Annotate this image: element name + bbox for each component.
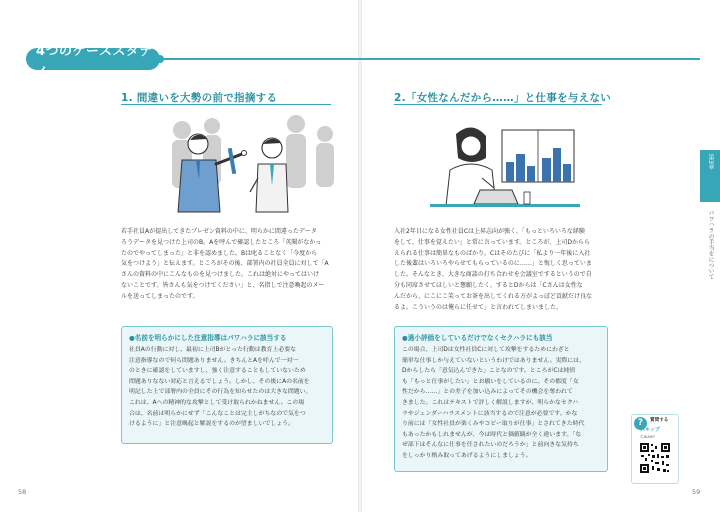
case2-heading-rule bbox=[394, 104, 602, 105]
page-gutter bbox=[358, 0, 362, 512]
case2-line: 分も同席させてほしいと懇願したく、するとDからは「Cさんは女性な bbox=[394, 281, 583, 289]
case2-paragraph bbox=[394, 227, 626, 313]
case2-note-title: ●過小評価をしているだけでなくセクハラにも該当 bbox=[402, 334, 553, 342]
qr-label-small: ©JKASP bbox=[640, 434, 655, 439]
case1-note-line: 問題ありなない対応と言えるでしょう。しかし、その後にAの名前を bbox=[129, 378, 310, 385]
case1-note-line: 注意指導なので何ら問題ありません。きちんとAを呼んで一対一 bbox=[129, 357, 299, 364]
case1-note-line: 明記した上で部署内の全員にその行為を知らせたのは大きな問題い。 bbox=[129, 389, 312, 396]
case2-note-line: きました。これはテキストで評しく解説しますが、明らかなセクハ bbox=[402, 399, 579, 406]
case2-note-line: Dからしたら「意気込んできた」ことなのです。ところがCは純情 bbox=[402, 368, 576, 375]
case1-line: ないことです。皆さんも気をつけてください」と、名指しで注意喚起のメー bbox=[121, 281, 325, 289]
case1-note-line: これは、Aへの精神的な攻撃として受け取られかねません。この場 bbox=[129, 399, 305, 406]
case2-note-line: もあったかもしれませんが、今は時代と価値観が全く違います。「な bbox=[402, 431, 582, 438]
case2-line: した。そんなとき、大きな商談の打ち合わせを会議室でするというので自 bbox=[394, 271, 592, 279]
case1-heading-rule bbox=[121, 104, 331, 105]
case2-note-line: 簡単な仕事しか与えていないというわけではありません。実際には、 bbox=[402, 357, 585, 364]
case1-note-text bbox=[129, 345, 325, 430]
case1-note-title: ●名前を明らかにした注意指導はパワハラに該当する bbox=[129, 334, 287, 342]
section-banner-title: 4つのケーススタディ bbox=[36, 44, 153, 78]
case2-note-text bbox=[402, 345, 600, 462]
case1-illustration bbox=[120, 108, 350, 220]
qr-code-icon[interactable] bbox=[639, 442, 671, 474]
question-icon: ? bbox=[634, 417, 647, 430]
case2-note-line: ぜ部下はそんなに仕事を任されたいのだろうか」と前向きな気持ち bbox=[402, 442, 579, 449]
case2-line: んだから、にこにこ笑ってお茶を出してくれる方がよっぽど貢献だけ良な bbox=[394, 292, 593, 300]
case1-line: ルを送ってしまったのです。 bbox=[121, 292, 199, 300]
page-number-left: 58 bbox=[18, 488, 27, 496]
section-banner bbox=[26, 44, 160, 78]
case1-line: ろうデータを見つけた上司のB。Aを呼んで確認したところ「英聞がなかっ bbox=[121, 238, 322, 246]
case1-note-line: 合は、名前は明らかにせず「こんなことは完主しがちなので気をつ bbox=[129, 410, 306, 417]
case1-paragraph bbox=[121, 227, 347, 303]
case2-note-line: 性だから……」との差子を加い込みによってその機会を奪われて bbox=[402, 389, 573, 396]
case1-note-line: のときに確認をしていますし、強く注意することもしていないため bbox=[129, 368, 306, 375]
case1-note-line: けるように」と注意喚起と解説をするのが望ましいでしょう。 bbox=[129, 421, 294, 428]
banner-rule bbox=[160, 58, 700, 60]
qr-label-main: スキップ bbox=[640, 427, 660, 433]
qr-label-top: 質問する bbox=[650, 418, 669, 423]
case2-line: るよ。こういうのは俺らに任せて」と言われてしまいました。 bbox=[394, 303, 563, 311]
case2-note-line: をしっかり酌み取ってあげるようにしましょう。 bbox=[402, 452, 532, 459]
case1-note-line: 社員Aの行動に対し、最初に上司Bがとった行動は教育上必要な bbox=[129, 347, 296, 353]
case2-line: をして、仕事を覚えたい」と常に言っています。ところが、上司Dからら bbox=[394, 238, 591, 246]
case2-note-box bbox=[394, 326, 608, 472]
chapter-tab-label: 第3章 bbox=[707, 154, 714, 170]
case1-line: さんの資料の中にこんなものを見つけました。これは絶対にやってはいけ bbox=[121, 271, 320, 279]
case1-line: 若手社員Aが提出してきたプレゼン資料の中に、明らかに間違ったデータ bbox=[121, 228, 317, 235]
chapter-subtitle: パワハラの手当をについて bbox=[707, 210, 713, 280]
case2-note-line: も「もっと仕事がしたい」とお願いをしているのに。その都度「女 bbox=[402, 378, 579, 385]
case1-line: 気をつけよう」と伝えます。ところがその後、部署内の社員全員に対して「A bbox=[121, 260, 329, 268]
window-cityscape-icon bbox=[502, 130, 574, 182]
case2-note-line: り前には「女性社員が楽くみやコピー取りが仕事」とされてきた時代 bbox=[402, 421, 585, 428]
case2-line: した後輩はいろいろやらせてもらっているのに……」と悔しく思っていま bbox=[394, 260, 592, 268]
case1-note-box bbox=[121, 326, 333, 444]
case2-note-line: ラやジェンダーハラスメントに該当するので注意が必要です。かな bbox=[402, 410, 578, 417]
case2-heading: 2.「女性なんだから……」と仕事を与えない bbox=[394, 92, 612, 104]
page-number-right: 59 bbox=[692, 488, 701, 496]
case2-illustration bbox=[420, 118, 590, 216]
employee-figure-icon bbox=[250, 138, 288, 212]
case2-line: 入社2年目になる女性社員Cは上昇志向が強く、「もっといろいろな経験 bbox=[394, 228, 585, 235]
case1-heading: 1. 間違いを大勢の前で指摘する bbox=[121, 92, 278, 104]
case2-note-line: この場合、上司Dは女性社員Cに対して攻撃をするためにわざと bbox=[402, 347, 570, 353]
case1-line: たのでやってしまった」と非を認めました。Bは叱ることなく「今度から bbox=[121, 249, 318, 257]
case2-line: えられる仕事は簡単なものばかり。Cはそのたびに「私より一年後に入社 bbox=[394, 249, 591, 257]
